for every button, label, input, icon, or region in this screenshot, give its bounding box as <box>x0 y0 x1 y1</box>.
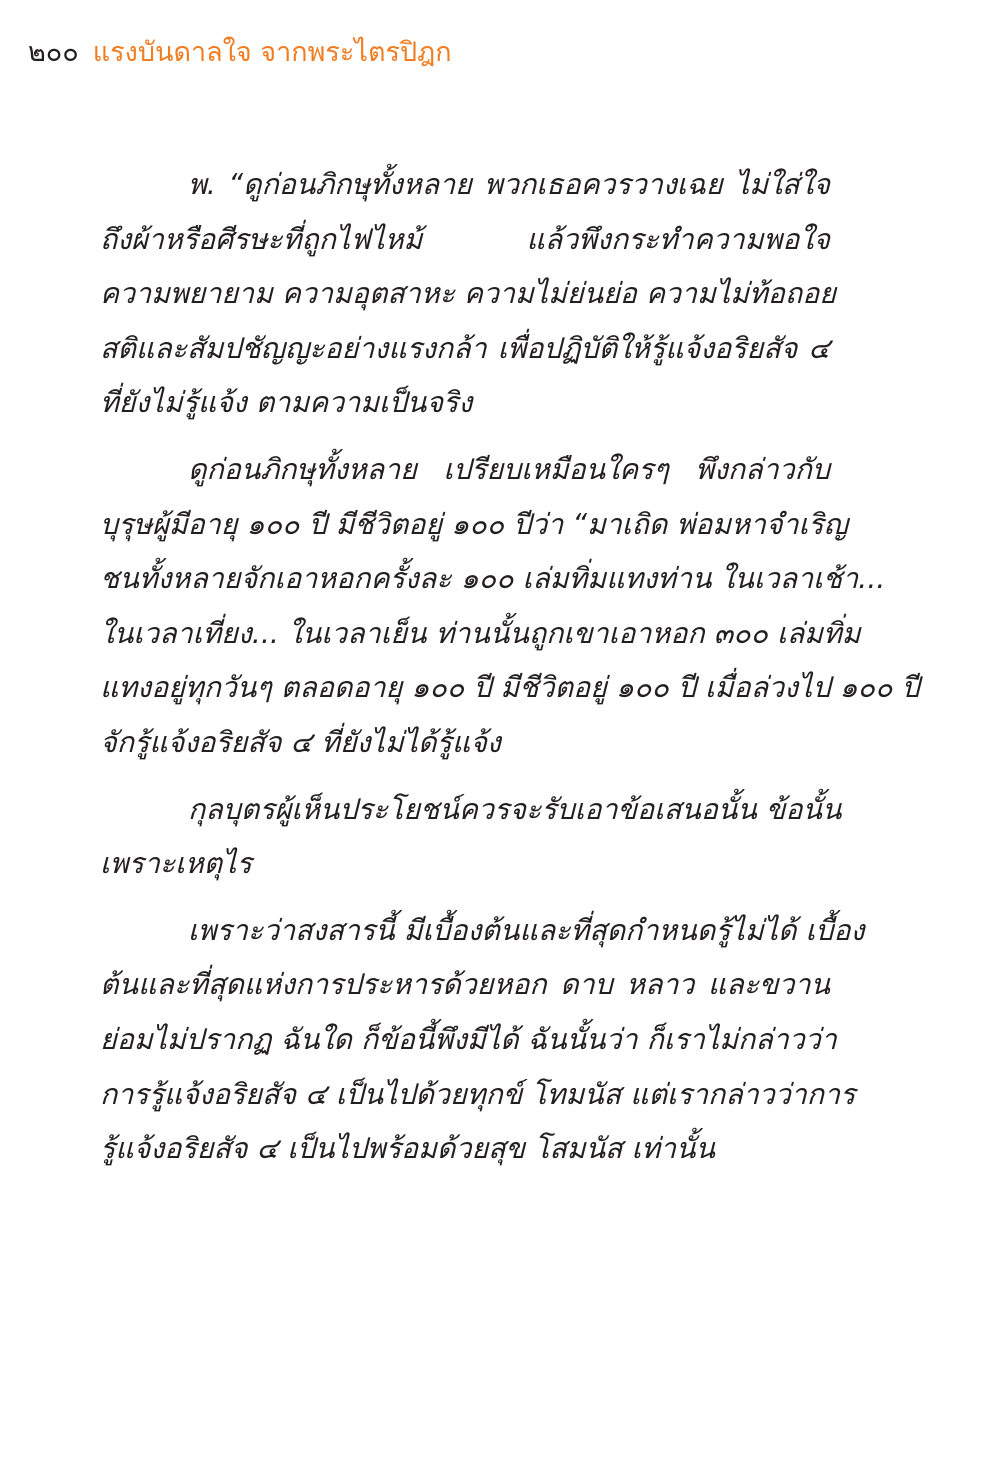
text-line: จักรู้แจ้งอริยสัจ ๔ ที่ยังไม่ได้รู้แจ้ง <box>100 725 501 759</box>
paragraph-2 <box>100 443 920 771</box>
text-line: ถึงผ้าหรือศีรษะที่ถูกไฟไหม้ แล้วพึงกระทำความพอใจ <box>100 222 830 256</box>
text-line: ต้นและที่สุดแห่งการประหารด้วยหอก ดาบ หลาว และขวาน <box>100 968 830 1002</box>
running-title: แรงบันดาลใจ จากพระไตรปิฎก <box>92 37 452 68</box>
body-text <box>100 158 920 1189</box>
text-line: บุรุษผู้มีอายุ ๑๐๐ ปี มีชีวิตอยู่ ๑๐๐ ปีว่า “มาเถิด พ่อมหาจำเริญ <box>100 507 848 541</box>
text-line: ชนทั้งหลายจักเอาหอกครั้งละ ๑๐๐ เล่มทิ่มแทงท่าน ในเวลาเช้า... <box>100 562 886 596</box>
text-line: รู้แจ้งอริยสัจ ๔ เป็นไปพร้อมด้วยสุข โสมนัส เท่านั้น <box>100 1132 716 1166</box>
text-line: สติและสัมปชัญญะอย่างแรงกล้า เพื่อปฏิบัติให้รู้แจ้งอริยสัจ ๔ <box>100 331 830 365</box>
text-line: แทงอยู่ทุกวันๆ ตลอดอายุ ๑๐๐ ปี มีชีวิตอยู่ ๑๐๐ ปี เมื่อล่วงไป ๑๐๐ ปี <box>100 671 920 705</box>
text-line: พ. “ดูก่อนภิกษุทั้งหลาย พวกเธอควรวางเฉย ไม่ใส่ใจ <box>188 168 830 201</box>
page-header <box>28 28 452 78</box>
text-line: การรู้แจ้งอริยสัจ ๔ เป็นไปด้วยทุกข์ โทมนัส แต่เรากล่าวว่าการ <box>100 1077 856 1111</box>
text-line: ย่อมไม่ปรากฏ ฉันใด ก็ข้อนี้พึงมีได้ ฉันนั้นว่า ก็เราไม่กล่าวว่า <box>100 1022 837 1056</box>
text-line: เพราะว่าสงสารนี้ มีเบื้องต้นและที่สุดกำหนดรู้ไม่ได้ เบื้อง <box>188 913 865 947</box>
paragraph-3 <box>100 783 842 892</box>
text-line: กุลบุตรผู้เห็นประโยชน์ควรจะรับเอาข้อเสนอนั้น ข้อนั้น <box>188 792 842 826</box>
text-line: ความพยายาม ความอุตสาหะ ความไม่ย่นย่อ ความไม่ท้อถอย <box>100 277 836 311</box>
page-number: ๒๐๐ <box>28 37 79 68</box>
paragraph-4 <box>100 904 865 1177</box>
text-line: ดูก่อนภิกษุทั้งหลาย เปรียบเหมือนใครๆ พึงกล่าวกับ <box>188 452 830 486</box>
text-line: เพราะเหตุไร <box>100 847 252 881</box>
text-line: ในเวลาเที่ยง... ในเวลาเย็น ท่านนั้นถูกเขาเอาหอก ๓๐๐ เล่มทิ่ม <box>100 616 861 650</box>
paragraph-1 <box>100 158 836 431</box>
text-line: ที่ยังไม่รู้แจ้ง ตามความเป็นจริง <box>100 386 473 420</box>
